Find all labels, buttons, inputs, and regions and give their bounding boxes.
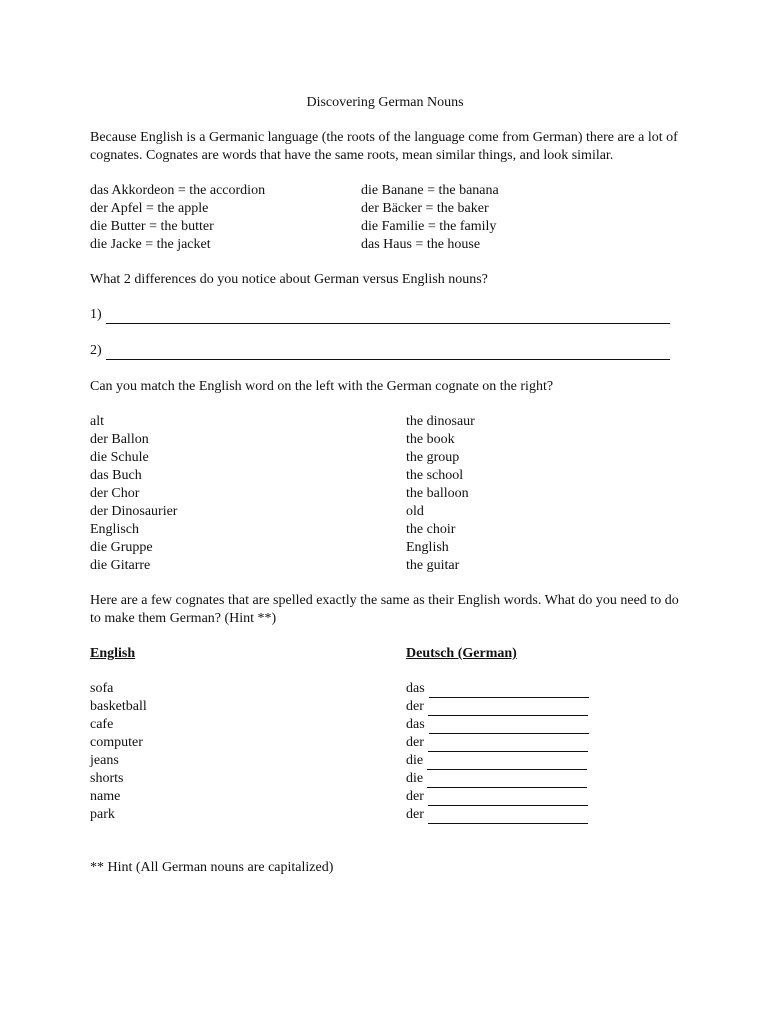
fill-english-word: jeans [90, 753, 119, 768]
match-english-word: the group [406, 450, 460, 465]
answer-blank[interactable] [106, 345, 670, 360]
header-german: Deutsch (German) [406, 646, 517, 661]
article: der [406, 699, 424, 714]
match-english-word: old [406, 504, 424, 519]
cognate-left: der Apfel = the apple [90, 201, 209, 216]
cognate-left: die Jacke = the jacket [90, 237, 211, 252]
worksheet [90, 94, 680, 877]
fill-english-word: sofa [90, 681, 114, 696]
match-english-word: English [406, 540, 449, 555]
fill-german-cell [406, 680, 680, 698]
match-german-word: die Gitarre [90, 558, 151, 573]
header-english: English [90, 646, 136, 661]
match-german-word: der Ballon [90, 432, 149, 447]
match-german-word: Englisch [90, 522, 139, 537]
fill-german-cell [406, 752, 680, 770]
fill-blank[interactable] [427, 756, 587, 770]
article: der [406, 789, 424, 804]
match-english-word: the school [406, 468, 464, 483]
article: die [406, 771, 424, 786]
match-german-word: die Schule [90, 450, 149, 465]
fill-blank[interactable] [427, 774, 587, 788]
cognate-right: die Banane = the banana [361, 183, 499, 198]
fill-english-word: name [90, 789, 121, 804]
fill-german-cell [406, 770, 680, 788]
cognate-right: die Familie = the family [361, 219, 497, 234]
question-matching: Can you match the English word on the left with the German cognate on the right? [90, 379, 554, 394]
fill-english-word: basketball [90, 699, 147, 714]
question-differences: What 2 differences do you notice about German versus English nouns? [90, 272, 488, 287]
fill-table-header [90, 645, 680, 663]
article: die [406, 753, 424, 768]
answer-number: 2) [90, 343, 102, 358]
page-title: Discovering German Nouns [306, 95, 464, 110]
fill-english-word: cafe [90, 717, 114, 732]
match-english-word: the choir [406, 522, 456, 537]
fill-german-cell [406, 734, 680, 752]
answer-number: 1) [90, 307, 102, 322]
article: das [406, 681, 425, 696]
match-german-word: das Buch [90, 468, 142, 483]
match-german-word: der Chor [90, 486, 140, 501]
fill-english-word: computer [90, 735, 143, 750]
fill-german-cell [406, 716, 680, 734]
fill-blank[interactable] [428, 792, 588, 806]
match-english-word: the book [406, 432, 455, 447]
answer-line-1 [90, 306, 680, 324]
answer-blank[interactable] [106, 309, 670, 324]
fill-blank[interactable] [429, 684, 589, 698]
article: der [406, 807, 424, 822]
article: der [406, 735, 424, 750]
question-capitalize: Here are a few cognates that are spelled exactly the same as their English words. What do you need to do to make them German? (Hint **) [90, 593, 679, 626]
fill-german-cell [406, 788, 680, 806]
cognate-left: das Akkordeon = the accordion [90, 183, 266, 198]
fill-german-cell [406, 698, 680, 716]
matching-list [90, 413, 680, 575]
cognate-left: die Butter = the butter [90, 219, 214, 234]
fill-blank[interactable] [429, 720, 589, 734]
fill-blank[interactable] [428, 702, 588, 716]
article: das [406, 717, 425, 732]
match-english-word: the guitar [406, 558, 460, 573]
fill-english-word: shorts [90, 771, 124, 786]
match-german-word: alt [90, 414, 104, 429]
hint-footnote: ** Hint (All German nouns are capitalized) [90, 860, 334, 875]
fill-blank[interactable] [428, 810, 588, 824]
answer-line-2 [90, 342, 680, 360]
intro-paragraph: Because English is a Germanic language (the roots of the language come from German) there are a lot of cognates. Cognates are words that have the same roots, mean similar things, and look similar. [90, 130, 678, 163]
match-english-word: the dinosaur [406, 414, 475, 429]
fill-blank[interactable] [428, 738, 588, 752]
cognate-right: der Bäcker = the baker [361, 201, 489, 216]
cognate-right: das Haus = the house [361, 237, 481, 252]
cognate-examples [90, 182, 680, 254]
fill-english-word: park [90, 807, 115, 822]
match-german-word: der Dinosaurier [90, 504, 178, 519]
fill-table [90, 680, 680, 824]
match-german-word: die Gruppe [90, 540, 153, 555]
match-english-word: the balloon [406, 486, 469, 501]
fill-german-cell [406, 806, 680, 824]
